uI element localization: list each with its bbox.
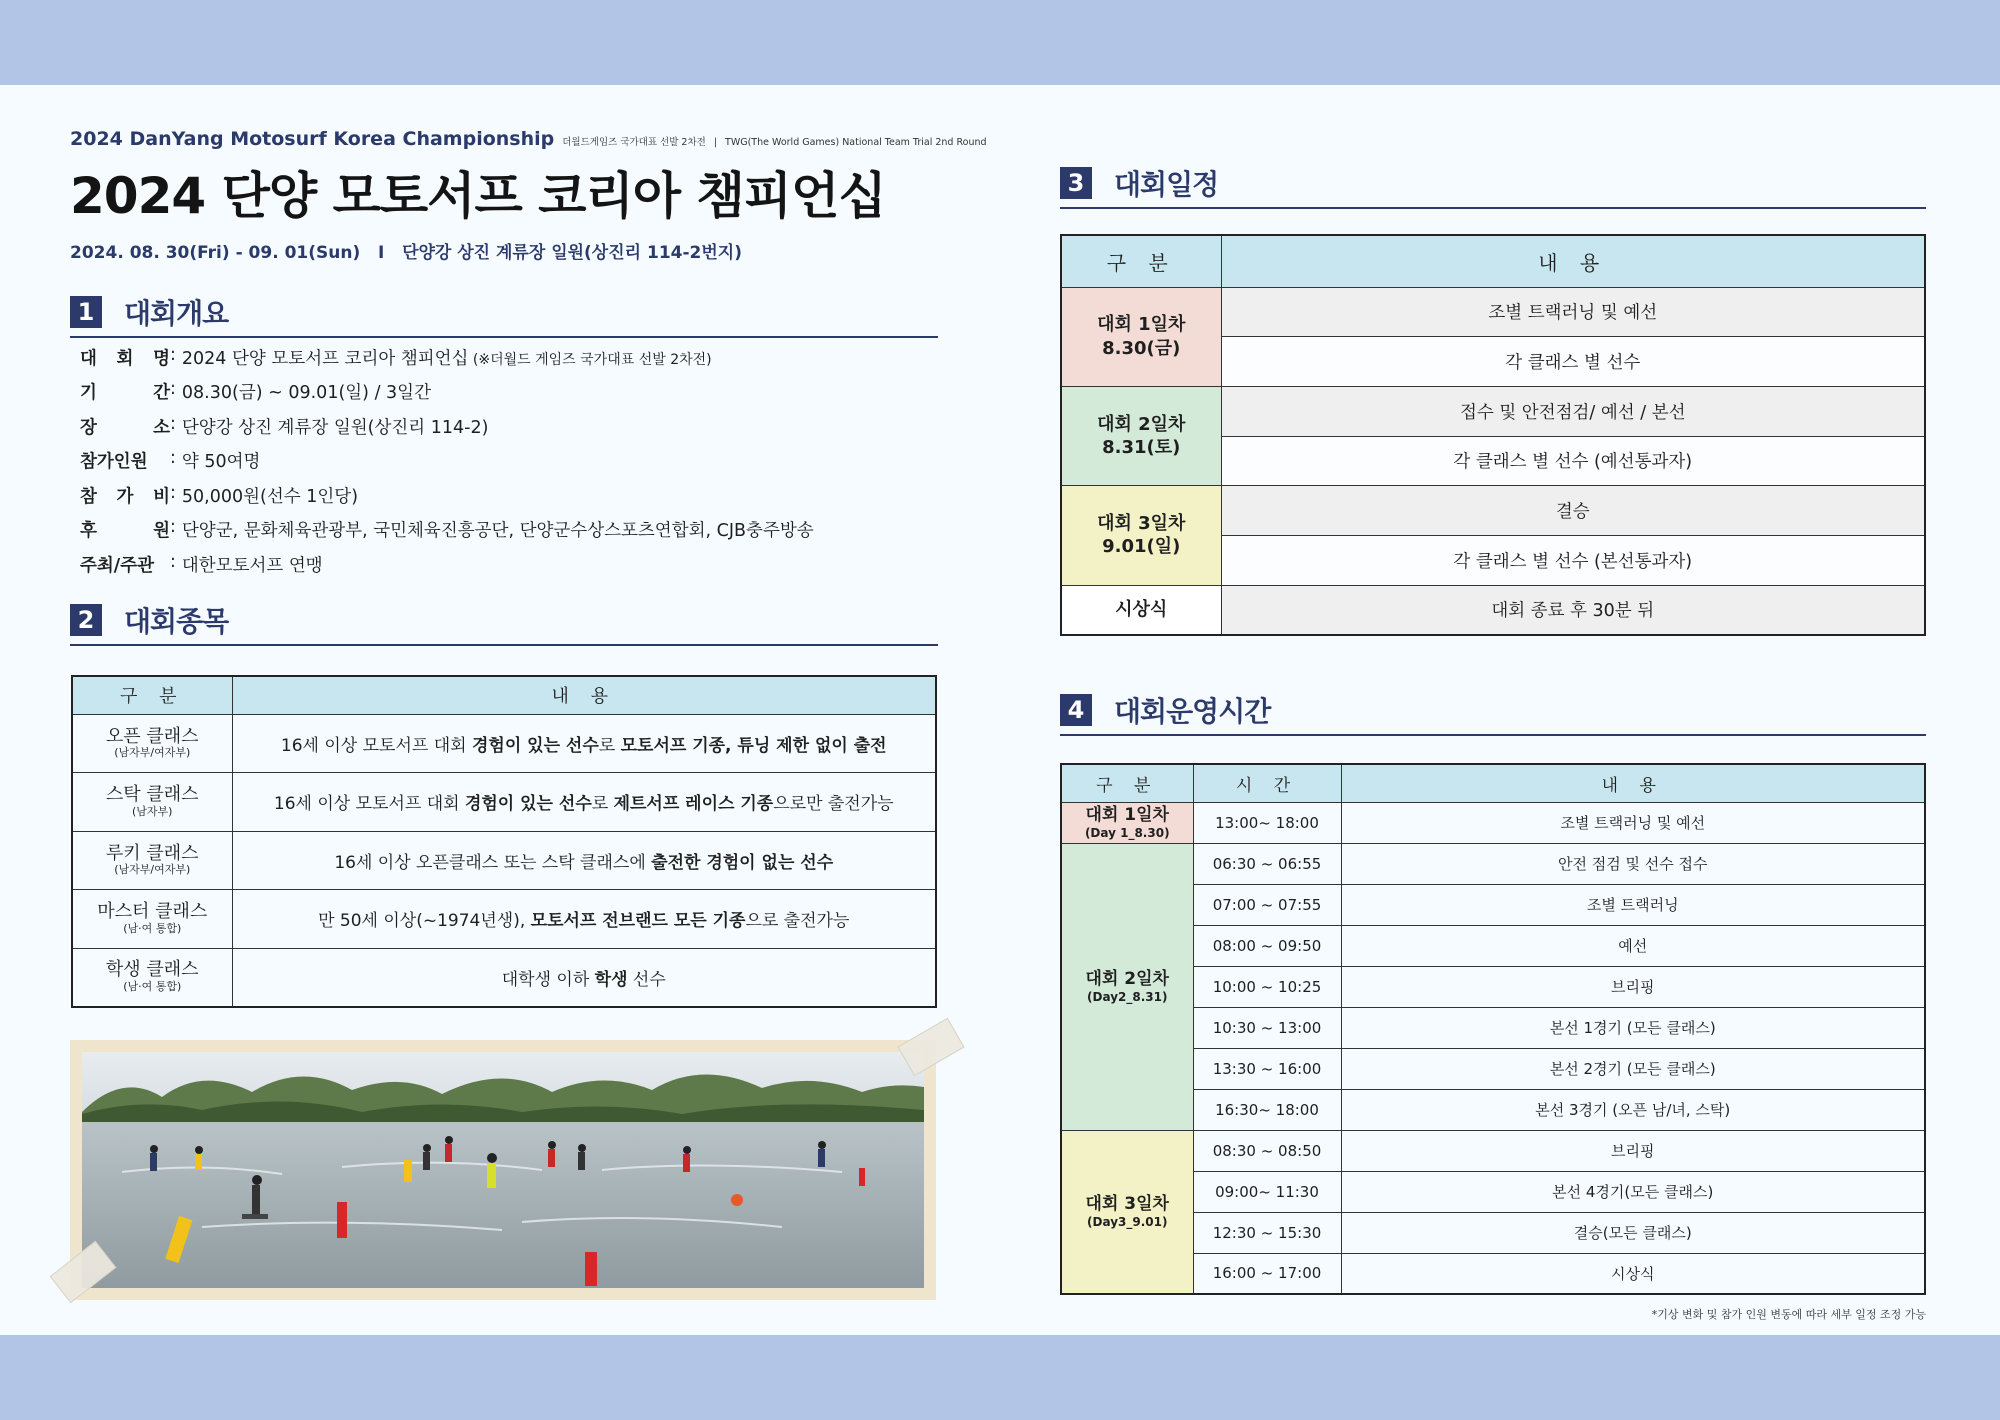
schedule-item-cell: 각 클래스 별 선수 (예선통과자)	[1221, 436, 1925, 486]
ops-content-cell: 예선	[1341, 925, 1925, 966]
overview-key	[80, 414, 170, 439]
overview-key-char: 명	[153, 348, 170, 369]
subtitle-english: TWG(The World Games) National Team Trial 2nd Round	[725, 137, 987, 148]
ops-time-cell: 08:00 ~ 09:50	[1193, 925, 1341, 966]
event-class-cell	[72, 773, 232, 832]
schedule-day-date: 9.01(일)	[1102, 536, 1181, 558]
overview-value	[182, 345, 712, 370]
ops-content-cell: 조별 트랙러닝 및 예선	[1341, 802, 1925, 843]
event-class-division: (남·여 통합)	[123, 980, 182, 994]
table-row	[1061, 386, 1925, 436]
ops-time-cell: 16:30~ 18:00	[1193, 1089, 1341, 1130]
event-description-part: 로	[598, 735, 621, 756]
table-row	[1061, 843, 1925, 884]
ops-content-cell: 안전 점검 및 선수 접수	[1341, 843, 1925, 884]
overview-row	[80, 547, 940, 582]
events-table	[71, 675, 937, 1008]
ops-time-cell: 12:30 ~ 15:30	[1193, 1212, 1341, 1253]
schedule-day-label: 시상식	[1115, 599, 1168, 621]
event-description-part: 경험이 있는 선수	[471, 735, 599, 756]
ops-day-cell	[1061, 843, 1193, 1130]
section-header-operations	[1060, 690, 1926, 736]
operations-table	[1060, 763, 1926, 1295]
top-band	[0, 0, 2000, 85]
overview-value-text: 50,000원(선수 1인당)	[181, 486, 359, 507]
table-row	[72, 773, 936, 832]
overview-key-char: 참	[80, 486, 97, 507]
event-description-part: 모토서프 기종, 튜닝 제한 없이 출전	[620, 735, 887, 756]
overview-key-char: 소	[153, 417, 170, 438]
ops-time-cell: 07:00 ~ 07:55	[1193, 884, 1341, 925]
overview-value-text: 단양군, 문화체육관광부, 국민체육진흥공단, 단양군수상스포츠연합회, CJB충주방송	[181, 521, 814, 542]
ops-day-cell	[1061, 802, 1193, 843]
table-row	[72, 831, 936, 890]
section-title: 대회개요	[124, 297, 229, 330]
overview-key-char: 장	[80, 417, 97, 438]
overview-key-colon: :	[170, 448, 176, 469]
event-description-part: 로	[591, 794, 614, 815]
event-description-part: 선수	[627, 969, 666, 990]
overview-row	[80, 409, 940, 444]
schedule-day-label: 대회 1일차	[1097, 314, 1186, 336]
ops-content-cell: 본선 1경기 (모든 클래스)	[1341, 1007, 1925, 1048]
schedule-item-cell: 결승	[1221, 486, 1925, 536]
overview-value	[182, 517, 814, 542]
ops-day-label: 대회 1일차	[1085, 805, 1169, 826]
ops-time-cell: 13:00~ 18:00	[1193, 802, 1341, 843]
table-header-row	[1061, 235, 1925, 287]
overview-key-char: 회	[116, 348, 134, 369]
section-number: 1	[70, 296, 102, 328]
overview-row	[80, 513, 940, 548]
schedule-item-cell: 접수 및 안전점검/ 예선 / 본선	[1221, 386, 1925, 436]
event-description-part: 만 50세 이상(~1974년생),	[318, 911, 531, 932]
table-row	[1061, 1130, 1925, 1171]
overview-value-text: 2024 단양 모토서프 코리아 챔피언십	[181, 348, 469, 369]
column-header: 구 분	[1061, 764, 1193, 802]
overview-key	[80, 379, 170, 404]
event-class-cell	[72, 890, 232, 949]
date-location-line: 2024. 08. 30(Fri) - 09. 01(Sun) I 단양강 상진 계류장 일원(상진리 114-2번지)	[70, 243, 742, 263]
schedule-day-cell	[1061, 386, 1221, 485]
column-header: 시 간	[1193, 764, 1341, 802]
overview-value-text: 대한모토서프 연맹	[181, 555, 323, 576]
event-description-part: 16세 이상 오픈클래스 또는 스탁 클래스에	[334, 852, 652, 873]
ops-time-cell: 10:30 ~ 13:00	[1193, 1007, 1341, 1048]
schedule-day-cell	[1061, 287, 1221, 386]
event-description-cell	[232, 890, 936, 949]
event-class-division: (남·여 통합)	[123, 921, 182, 935]
motosurf-race-photo	[82, 1052, 924, 1288]
overview-key-colon: :	[170, 551, 176, 572]
event-description-part: 학생	[594, 969, 628, 990]
column-header: 구 분	[72, 676, 232, 714]
section-number: 3	[1060, 167, 1092, 199]
ops-content-cell: 결승(모든 클래스)	[1341, 1212, 1925, 1253]
ops-time-cell: 10:00 ~ 10:25	[1193, 966, 1341, 1007]
ops-day-sub: (Day 1_8.30)	[1084, 825, 1170, 840]
event-description-part: 으로 출전가능	[745, 911, 850, 932]
event-class-cell	[72, 714, 232, 773]
overview-note: (※더월드 게임즈 국가대표 선발 2차전)	[468, 351, 712, 368]
event-description-part: 16세 이상 모토서프 대회	[280, 735, 472, 756]
schedule-day-label: 대회 2일차	[1097, 413, 1186, 435]
section-title: 대회종목	[124, 605, 229, 638]
schedule-day-cell	[1061, 486, 1221, 585]
schedule-day-label: 대회 3일차	[1097, 513, 1186, 535]
table-row	[72, 948, 936, 1007]
event-class-division: (남자부/여자부)	[114, 746, 191, 760]
event-class-name: 마스터 클래스	[97, 901, 208, 923]
english-title: 2024 DanYang Motosurf Korea Championship	[70, 128, 555, 150]
event-description-cell	[232, 714, 936, 773]
ops-content-cell: 브리핑	[1341, 1130, 1925, 1171]
event-description-part: 으로만 출전가능	[773, 794, 894, 815]
motosurf-race-illustration	[82, 1052, 924, 1288]
overview-key-char: 간	[153, 383, 170, 404]
event-description-part: 대학생 이하	[501, 969, 595, 990]
ops-content-cell: 본선 3경기 (오픈 남/녀, 스탁)	[1341, 1089, 1925, 1130]
schedule-day-date: 8.30(금)	[1102, 337, 1181, 359]
schedule-item-cell: 대회 종료 후 30분 뒤	[1221, 585, 1925, 635]
overview-value	[182, 448, 261, 473]
overview-key-wrap	[80, 483, 176, 508]
ops-content-cell: 시상식	[1341, 1253, 1925, 1294]
table-row	[72, 890, 936, 949]
overview-key-char: 원	[153, 521, 170, 542]
event-description-cell	[232, 948, 936, 1007]
ops-time-cell: 08:30 ~ 08:50	[1193, 1130, 1341, 1171]
schedule-table	[1060, 234, 1926, 636]
overview-key-char: 참가인원	[80, 452, 148, 473]
overview-key-colon: :	[170, 482, 176, 503]
event-description-part: 16세 이상 모토서프 대회	[273, 794, 465, 815]
event-class-name: 루키 클래스	[105, 842, 199, 864]
overview-key	[80, 448, 170, 473]
section-header-events	[70, 600, 938, 646]
overview-list	[80, 340, 940, 582]
ops-content-cell: 본선 2경기 (모든 클래스)	[1341, 1048, 1925, 1089]
table-row	[1061, 486, 1925, 536]
photo-frame	[70, 1040, 936, 1300]
table-header-row	[72, 676, 936, 714]
subtitle-separator: |	[713, 137, 718, 148]
overview-key-wrap	[80, 345, 176, 370]
table-row	[1061, 802, 1925, 843]
ops-day-label: 대회 2일차	[1085, 969, 1169, 990]
overview-row	[80, 444, 940, 479]
section-header-schedule	[1060, 163, 1926, 209]
event-description-cell	[232, 773, 936, 832]
overview-key-char: 후	[80, 521, 97, 542]
overview-key	[80, 483, 170, 508]
overview-row	[80, 375, 940, 410]
overview-value-text: 08.30(금) ~ 09.01(일) / 3일간	[181, 383, 431, 404]
overview-key-char: 주최/주관	[80, 555, 155, 576]
bottom-band	[0, 1335, 2000, 1420]
ops-time-cell: 16:00 ~ 17:00	[1193, 1253, 1341, 1294]
overview-key-colon: :	[170, 413, 176, 434]
schedule-item-cell: 각 클래스 별 선수 (본선통과자)	[1221, 535, 1925, 585]
schedule-day-date: 8.31(토)	[1102, 437, 1181, 459]
column-header: 내 용	[1341, 764, 1925, 802]
overview-key-char: 대	[80, 348, 97, 369]
schedule-item-cell: 각 클래스 별 선수	[1221, 337, 1925, 387]
event-description-part: 출전한 경험이 없는 선수	[651, 852, 834, 873]
section-number: 4	[1060, 694, 1092, 726]
page-title: 2024 단양 모토서프 코리아 챔피언십	[70, 167, 886, 225]
ops-content-cell: 조별 트랙러닝	[1341, 884, 1925, 925]
ops-day-label: 대회 3일차	[1085, 1194, 1169, 1215]
overview-key-wrap	[80, 517, 176, 542]
overview-key-char: 기	[80, 383, 97, 404]
overview-row	[80, 340, 940, 375]
overview-value	[182, 552, 323, 577]
column-header: 내 용	[1221, 235, 1925, 287]
schedule-day-cell	[1061, 585, 1221, 635]
overview-key-colon: :	[170, 379, 176, 400]
ops-day-sub: (Day3_9.01)	[1087, 1214, 1168, 1229]
ops-time-cell: 06:30 ~ 06:55	[1193, 843, 1341, 884]
schedule-item-cell: 조별 트랙러닝 및 예선	[1221, 287, 1925, 337]
overview-value	[182, 414, 489, 439]
overview-key-char: 비	[153, 486, 170, 507]
column-header: 구 분	[1061, 235, 1221, 287]
event-class-name: 학생 클래스	[105, 959, 199, 981]
event-class-cell	[72, 948, 232, 1007]
footnote: *기상 변화 및 참가 인원 변동에 따라 세부 일정 조정 가능	[1651, 1308, 1926, 1321]
column-header: 내 용	[232, 676, 936, 714]
overview-key	[80, 552, 170, 577]
header-subline	[70, 128, 987, 150]
ops-content-cell: 본선 4경기(모든 클래스)	[1341, 1171, 1925, 1212]
overview-key-colon: :	[170, 517, 176, 538]
event-class-division: (남자부/여자부)	[114, 863, 191, 877]
table-row	[1061, 287, 1925, 337]
overview-key	[80, 345, 170, 370]
document-header	[70, 128, 987, 263]
overview-value	[182, 379, 431, 404]
table-row	[1061, 585, 1925, 635]
event-description-part: 제트서프 레이스 기종	[613, 794, 774, 815]
table-header-row	[1061, 764, 1925, 802]
overview-key-wrap	[80, 552, 176, 577]
subtitle-korean: 더월드게임즈 국가대표 선발 2차전	[562, 137, 706, 148]
event-class-name: 오픈 클래스	[105, 725, 199, 747]
overview-key-wrap	[80, 448, 176, 473]
event-class-division: (남자부)	[132, 804, 173, 818]
ops-time-cell: 13:30 ~ 16:00	[1193, 1048, 1341, 1089]
ops-day-cell	[1061, 1130, 1193, 1294]
ops-content-cell: 브리핑	[1341, 966, 1925, 1007]
section-title: 대회운영시간	[1114, 695, 1271, 728]
overview-key	[80, 517, 170, 542]
overview-value-text: 단양강 상진 계류장 일원(상진리 114-2)	[181, 417, 489, 438]
event-description-part: 경험이 있는 선수	[464, 794, 592, 815]
event-description-part: 모토서프 전브랜드 모든 기종	[530, 911, 746, 932]
overview-key-wrap	[80, 414, 176, 439]
section-header-overview	[70, 292, 938, 338]
ops-time-cell: 09:00~ 11:30	[1193, 1171, 1341, 1212]
overview-row	[80, 478, 940, 513]
overview-value-text: 약 50여명	[181, 452, 261, 473]
overview-key-wrap	[80, 379, 176, 404]
overview-key-colon: :	[170, 344, 176, 365]
section-title: 대회일정	[1114, 168, 1219, 201]
event-class-cell	[72, 831, 232, 890]
overview-key-char: 가	[116, 486, 134, 507]
overview-value	[182, 483, 358, 508]
event-class-name: 스탁 클래스	[105, 784, 199, 806]
event-description-cell	[232, 831, 936, 890]
section-number: 2	[70, 604, 102, 636]
ops-day-sub: (Day2_8.31)	[1087, 989, 1168, 1004]
table-row	[72, 714, 936, 773]
